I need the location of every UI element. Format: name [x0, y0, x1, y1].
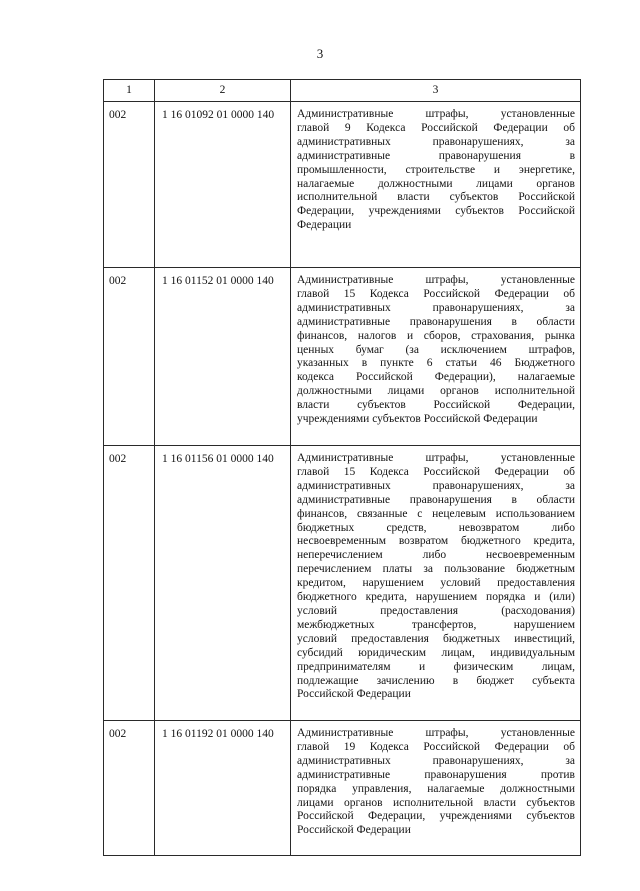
description-line: должностными лицами органов исполнительной: [297, 385, 575, 398]
description-line: перечислением платы за пользование бюджетным: [297, 563, 575, 576]
description-line: условий предоставления (расходования): [297, 604, 575, 617]
description-line: административных правонарушениях, за: [297, 301, 575, 314]
description-line: межбюджетных трансфертов, нарушением: [297, 618, 575, 631]
description-line: главой 9 Кодекса Российской Федерации об: [297, 121, 575, 134]
description-line: неперечислением либо несвоевременным: [297, 549, 575, 562]
table-row: [104, 446, 581, 721]
description-line: административных правонарушениях, за: [297, 135, 575, 148]
budget-code-cell: 1 16 01152 01 0000 140: [155, 268, 291, 446]
description-line: главой 15 Кодекса Российской Федерации об: [297, 287, 575, 300]
description-cell: [291, 102, 581, 268]
budget-code-cell: 1 16 01156 01 0000 140: [155, 446, 291, 721]
description-line: несвоевременным возвратом бюджетного кредита,: [297, 535, 575, 548]
table-row: [104, 268, 581, 446]
description-line: административные правонарушения в: [297, 149, 575, 162]
description-line: финансов, налогов и сборов, страхования, рынка: [297, 329, 575, 342]
description-cell: [291, 268, 581, 446]
description-line: административных правонарушениях, за: [297, 479, 575, 492]
column-header-1: 1: [104, 80, 155, 102]
description-line: Административные штрафы, установленные: [297, 108, 575, 120]
description-line: административные правонарушения в области: [297, 315, 575, 328]
description-line: указанных в пункте 6 статьи 46 Бюджетного: [297, 357, 575, 370]
description-line: административные правонарушения в области: [297, 493, 575, 506]
column-header-2: 2: [155, 80, 291, 102]
table-row: [104, 721, 581, 856]
table-row: [104, 102, 581, 268]
description-line: промышленности, строительстве и энергетике,: [297, 163, 575, 176]
description-cell: [291, 721, 581, 856]
description-line: Административные штрафы, установленные: [297, 452, 575, 464]
description-line: исполнительной власти субъектов Российской: [297, 191, 575, 204]
description-line: административных правонарушениях, за: [297, 754, 575, 767]
description-line: Российской Федерации: [297, 824, 411, 837]
description-line: власти субъектов Российской Федерации,: [297, 399, 575, 412]
description-line: финансов, связанные с нецелевым использованием: [297, 507, 575, 520]
description-line: субсидий юридическим лицам, индивидуальным: [297, 646, 575, 659]
description-line: Административные штрафы, установленные: [297, 274, 575, 286]
description-cell: [291, 446, 581, 721]
admin-code-cell: 002: [104, 268, 155, 446]
description-line: условий предоставления бюджетных инвестиций,: [297, 632, 575, 645]
column-header-3: 3: [291, 80, 581, 102]
admin-code-cell: 002: [104, 446, 155, 721]
description-line: кредитом, нарушением условий предоставления: [297, 577, 575, 590]
budget-code-cell: 1 16 01192 01 0000 140: [155, 721, 291, 856]
admin-code-cell: 002: [104, 102, 155, 268]
description-line: предпринимателям и физическим лицам,: [297, 660, 575, 673]
description-line: порядка управления, налагаемые должностными: [297, 782, 575, 795]
description-line: бюджетного кредита, нарушением порядка и (или): [297, 591, 575, 604]
description-line: бюджетных средств, невозвратом либо: [297, 521, 575, 534]
description-line: главой 15 Кодекса Российской Федерации об: [297, 465, 575, 478]
table-header-row: [104, 80, 581, 102]
description-line: административные правонарушения против: [297, 768, 575, 781]
budget-code-cell: 1 16 01092 01 0000 140: [155, 102, 291, 268]
description-line: подлежащие зачислению в бюджет субъекта: [297, 674, 575, 687]
description-line: налагаемые должностными лицами органов: [297, 177, 575, 190]
page-number: 3: [316, 46, 324, 61]
description-line: ценных бумаг (за исключением штрафов,: [297, 343, 575, 356]
description-line: лицами органов исполнительной власти субъектов: [297, 796, 575, 809]
description-line: Административные штрафы, установленные: [297, 727, 575, 739]
revenue-codes-table: [103, 79, 581, 856]
admin-code-cell: 002: [104, 721, 155, 856]
description-line: Российской Федерации: [297, 688, 411, 701]
description-line: Федерации, учреждениями субъектов Российской: [297, 205, 575, 218]
description-line: кодекса Российской Федерации), налагаемые: [297, 371, 575, 384]
description-line: главой 19 Кодекса Российской Федерации об: [297, 740, 575, 753]
description-line: Российской Федерации, учреждениями субъектов: [297, 810, 575, 823]
description-line: учреждениями субъектов Российской Федерации: [297, 413, 538, 426]
description-line: Федерации: [297, 219, 352, 232]
